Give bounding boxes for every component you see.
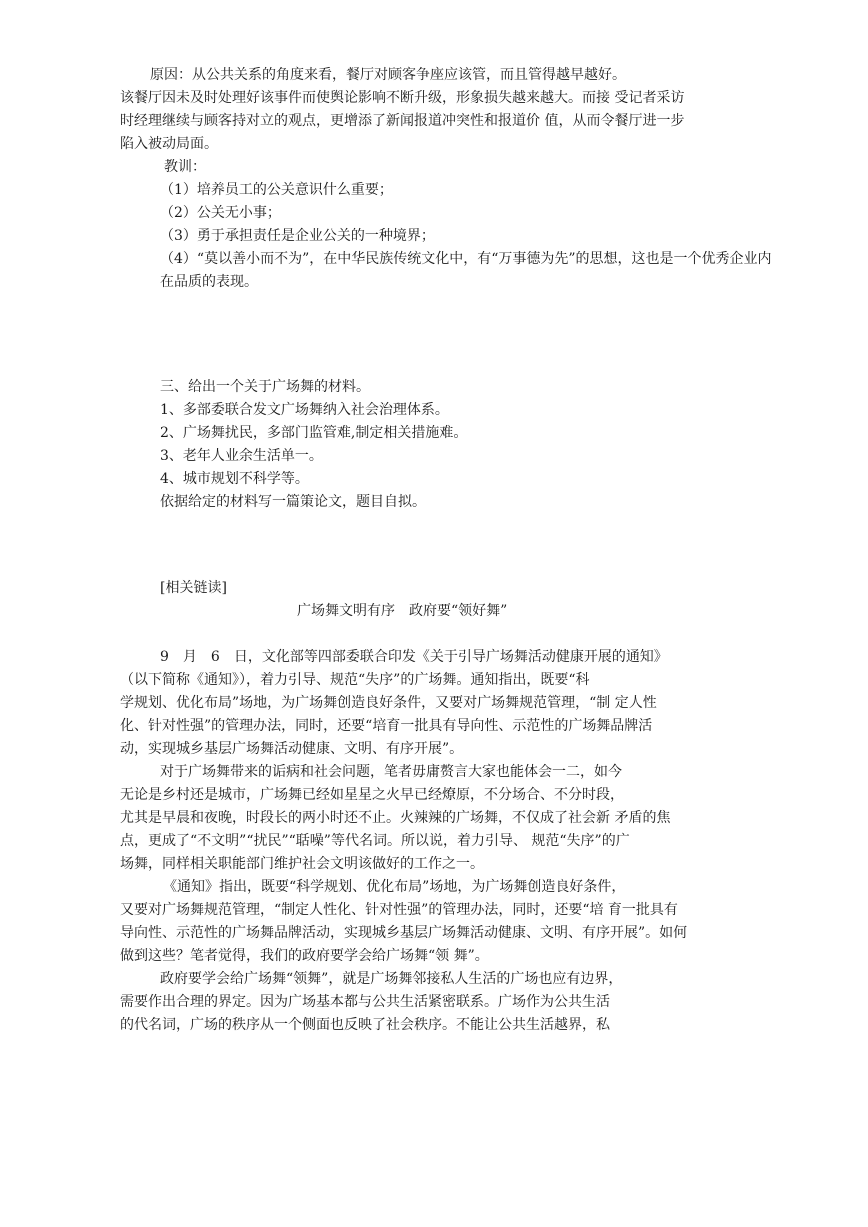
material-item: 2、广场舞扰民，多部门监管难,制定相关措施难。: [160, 425, 468, 441]
lesson-item: （4）“莫以善小而不为”，在中华民族传统文化中，有“万事德为先”的思想，这也是一个优秀企业内: [160, 251, 772, 267]
lesson-item: （1）培养员工的公关意识什么重要；: [160, 182, 393, 198]
article-line: 需要作出合理的界定。因为广场基本都与公共生活紧密联系。广场作为公共生活: [120, 994, 610, 1010]
lesson-item: （2）公关无小事；: [160, 205, 281, 221]
article-line: 动，实现城乡基层广场舞活动健康、文明、有序开展”。: [120, 741, 464, 757]
article-line: 9 月 6 日，文化部等四部委联合印发《关于引导广场舞活动健康开展的通知》: [160, 649, 668, 665]
section-heading: 三、给出一个关于广场舞的材料。: [160, 379, 370, 395]
lessons-title: 教训：: [164, 159, 206, 175]
cause-line-1: 原因：从公共关系的角度来看，餐厅对顾客争座应该管，而且管得越早越好。: [150, 67, 626, 83]
cause-line-4: 陷入被动局面。: [120, 136, 218, 152]
article-line: （以下简称《通知》），着力引导、规范“失序”的广场舞。通知指出，既要“科: [120, 672, 590, 688]
article-line: 做到这些？笔者觉得，我们的政府要学会给广场舞“领 舞”。: [120, 948, 489, 964]
instruction: 依据给定的材料写一篇策论文，题目自拟。: [160, 494, 426, 510]
article-line: 导向性、示范性的广场舞品牌活动，实现城乡基层广场舞活动健康、文明、有序开展”。如何: [120, 925, 688, 941]
cause-line-2: 该餐厅因未及时处理好该事件而使舆论影响不断升级，形象损失越来越大。而接 受记者采访: [120, 90, 685, 106]
cause-line-3: 时经理继续与顾客持对立的观点，更增添了新闻报道冲突性和报道价 值，从而令餐厅进一步: [120, 113, 685, 129]
material-item: 3、老年人业余生活单一。: [160, 448, 323, 464]
article-line: 政府要学会给广场舞“领舞”，就是广场舞邻接私人生活的广场也应有边界，: [160, 971, 623, 987]
article-line: 尤其是早晨和夜晚，时段长的两小时还不止。火辣辣的广场舞，不仅成了社会新 矛盾的焦: [120, 810, 671, 826]
article-title: 广场舞文明有序 政府要“领好舞”: [297, 603, 508, 619]
article-line: 点，更成了“不文明”“扰民”“聒噪”等代名词。所以说，着力引导、 规范“失序”的广: [120, 833, 630, 849]
lesson-item: （3）勇于承担责任是企业公关的一种境界；: [160, 228, 435, 244]
article-line: 无论是乡村还是城市，广场舞已经如星星之火早已经燎原，不分场合、不分时段，: [120, 787, 624, 803]
material-item: 1、多部委联合发文广场舞纳入社会治理体系。: [160, 402, 449, 418]
article-line: 化、针对性强”的管理办法，同时，还要“培育一批具有导向性、示范性的广场舞品牌活: [120, 718, 653, 734]
related-reading-tag: [相关链读]: [160, 580, 227, 596]
article-line: 场舞，同样相关职能部门维护社会文明该做好的工作之一。: [120, 856, 484, 872]
lesson-item-cont: 在品质的表现。: [160, 274, 258, 290]
article-line: 又要对广场舞规范管理，“制定人性化、针对性强”的管理办法，同时，还要“培 育一批具有: [120, 902, 678, 918]
article-line: 对于广场舞带来的诟病和社会问题，笔者毋庸赘言大家也能体会一二，如今: [160, 764, 622, 780]
article-line: 学规划、优化布局”场地，为广场舞创造良好条件，又要对广场舞规范管理，“制 定人性: [120, 695, 657, 711]
article-line: 《通知》指出，既要“科学规划、优化布局”场地，为广场舞创造良好条件，: [163, 879, 626, 895]
material-item: 4、城市规划不科学等。: [160, 471, 309, 487]
article-line: 的代名词，广场的秩序从一个侧面也反映了社会秩序。不能让公共生活越界，私: [120, 1017, 610, 1033]
